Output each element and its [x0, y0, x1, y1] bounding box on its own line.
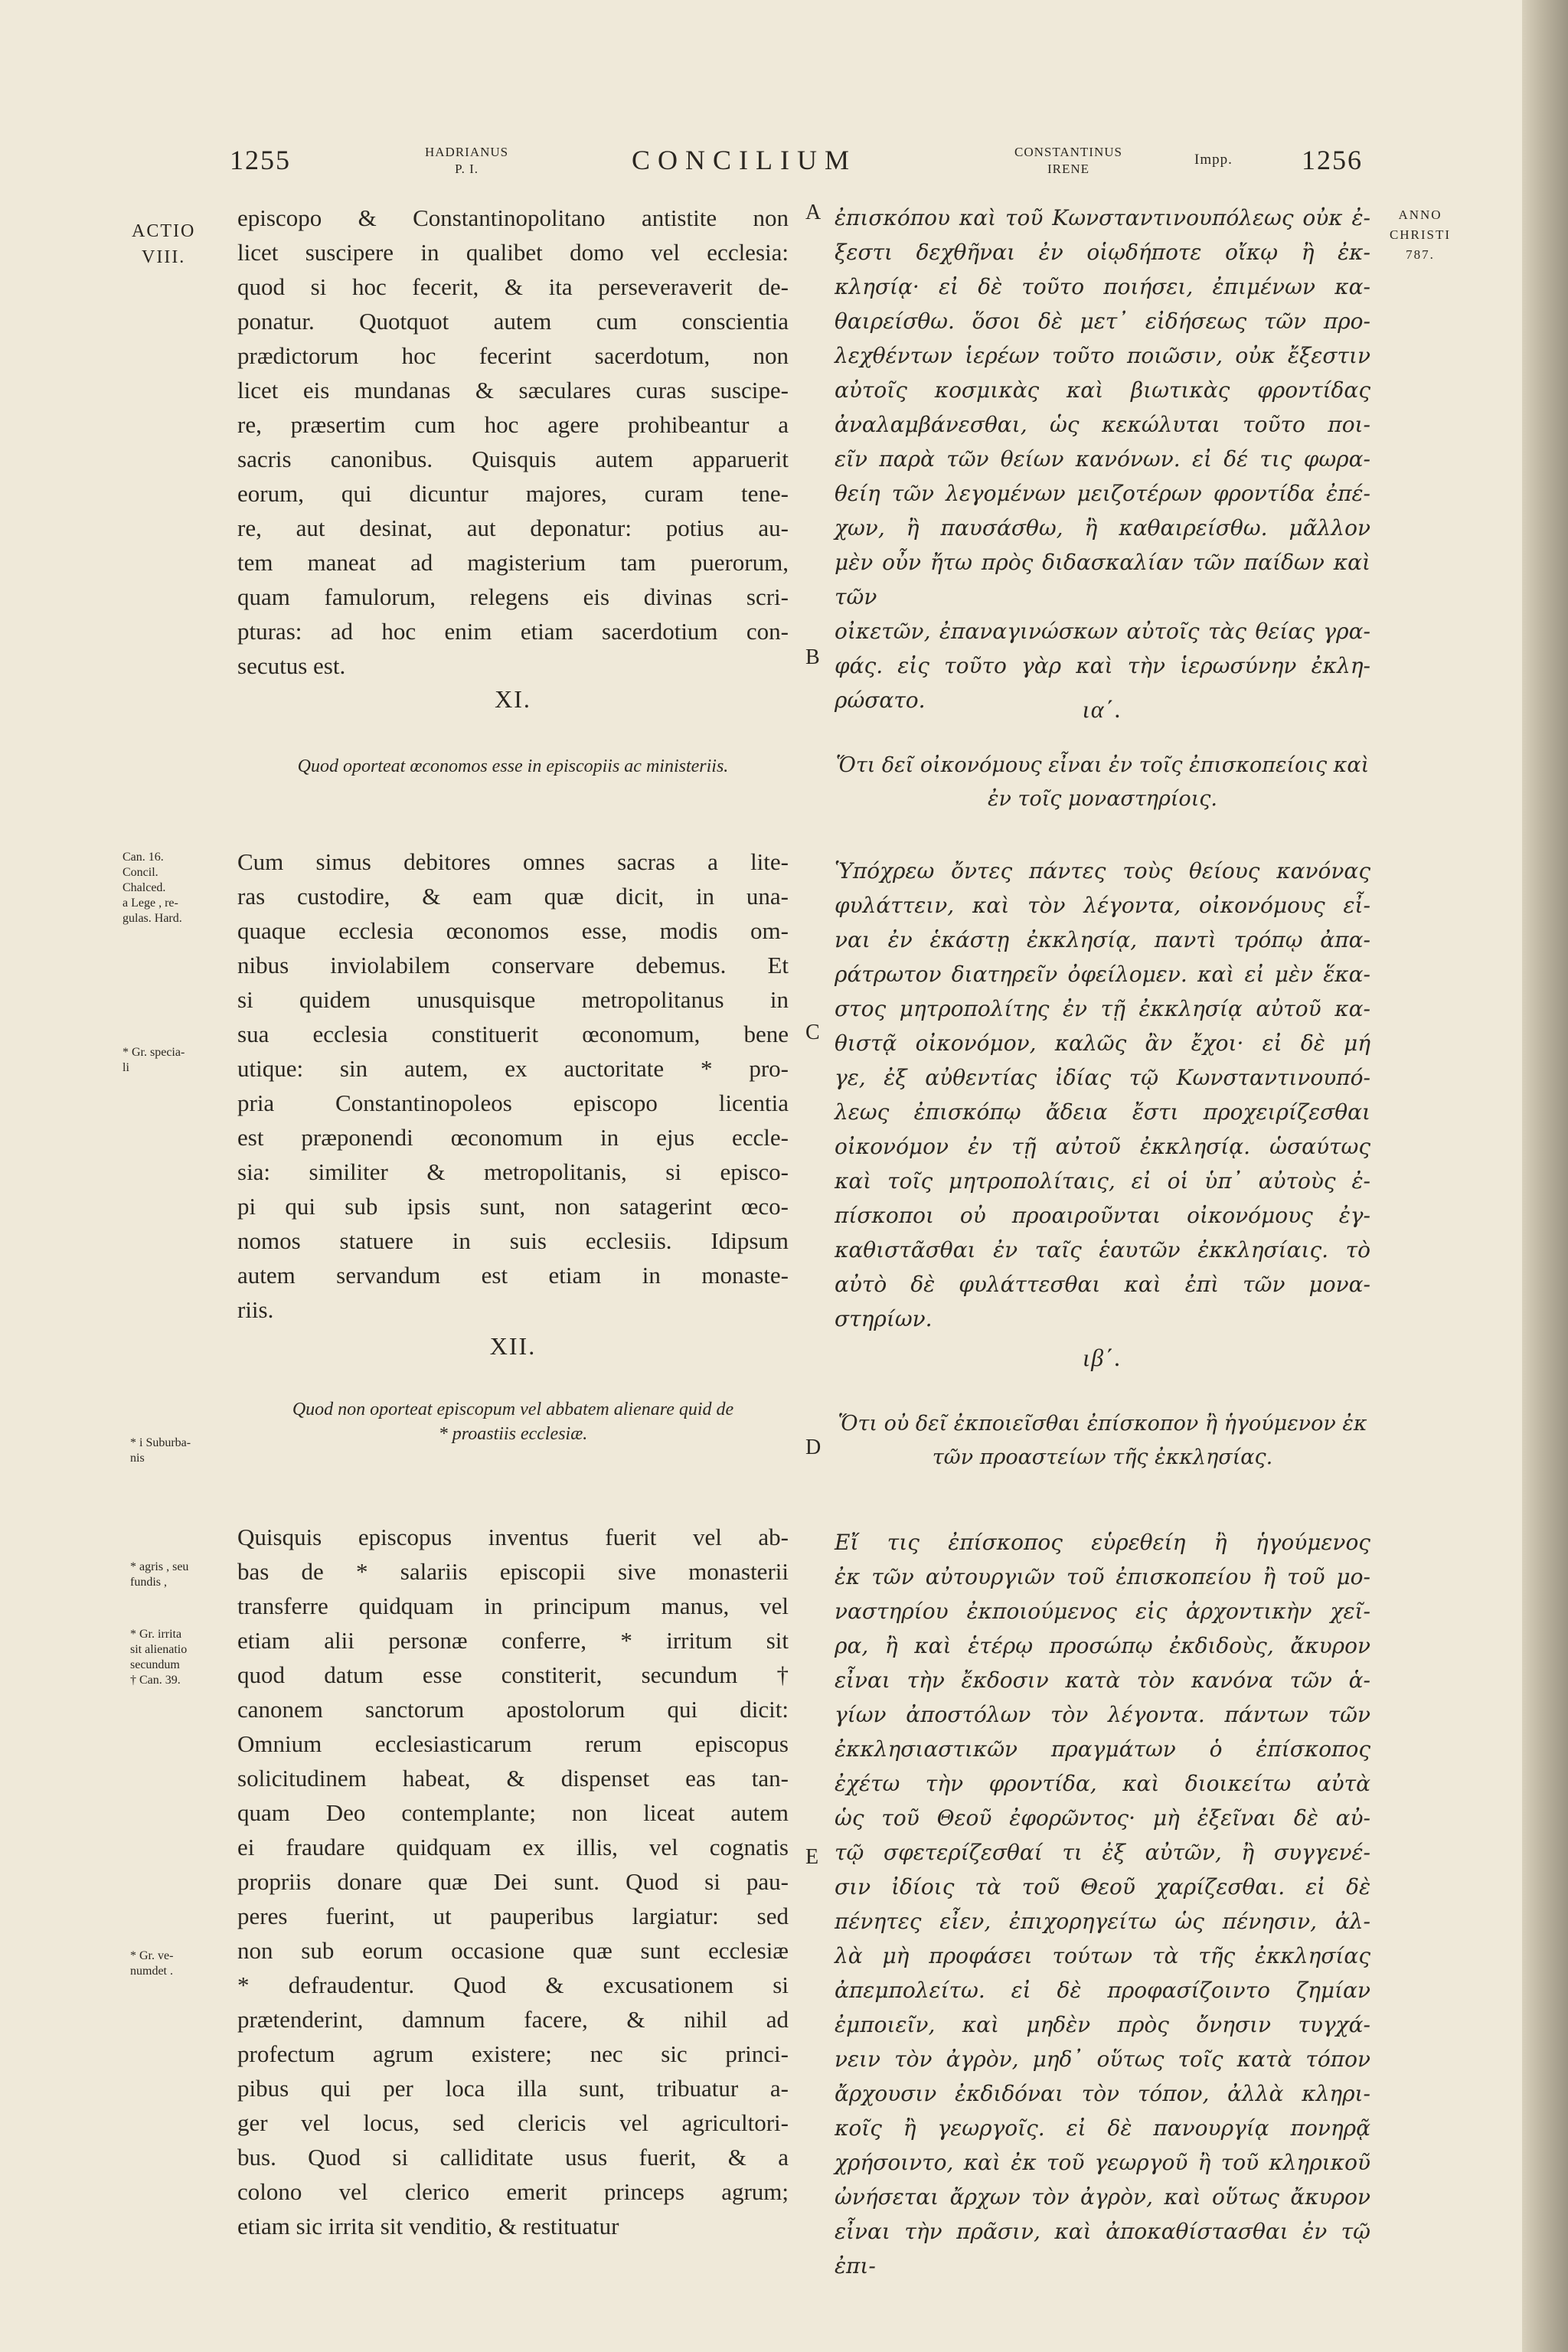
text-line: licet suscipere in qualibet domo vel ecclesia:: [237, 239, 789, 266]
text-line: οἰκονόμον ἐν τῇ αὐτοῦ ἐκκλησίᾳ. ὡσαύτως: [835, 1134, 1370, 1159]
note-line: li: [122, 1061, 129, 1074]
christi-word: CHRISTI: [1389, 227, 1452, 242]
text-line: ὡς τοῦ Θεοῦ ἐφορῶντος· μὴ ἐξεῖναι δὲ αὐ-: [835, 1805, 1370, 1831]
text-line: pria Constantinopoleos episcopo licentia: [237, 1089, 789, 1116]
note-line: nis: [130, 1452, 145, 1465]
text-line: κλησίᾳ· εἰ δὲ τοῦτο ποιήσει, ἐπιμένων κα-: [835, 274, 1370, 299]
text-line: pturas: ad hoc enim etiam sacerdotium con-: [237, 618, 789, 645]
note-line: a Lege , re-: [122, 897, 178, 910]
note-line: Can. 16.: [122, 851, 164, 864]
note-line: * i Suburba-: [130, 1436, 191, 1449]
text-line: ei fraudare quidquam ex illis, vel cognatis: [237, 1834, 789, 1860]
latin-canon-xii-number: XII.: [489, 1332, 537, 1360]
latin-canon-xii-text: [237, 1520, 789, 2243]
text-line: κοῖς ἢ γεωργοῖς. εἰ δὲ πανουργίᾳ πονηρᾷ: [835, 2115, 1370, 2141]
text-line: εἶναι τὴν πρᾶσιν, καὶ ἀποκαθίστασθαι ἐν τῷ: [835, 2219, 1370, 2244]
text-line: ἐκ τῶν αὐτουργιῶν τοῦ ἐπισκοπείου ἢ τοῦ μο-: [835, 1564, 1370, 1589]
greek-intro-text: [835, 201, 1370, 717]
text-line: ἐχέτω τὴν φροντίδα, καὶ διοικείτω αὐτὰ: [835, 1771, 1370, 1796]
right-emperor-heading: [1014, 144, 1122, 178]
text-line: bus. Quod si calliditate usus fuerit, & a: [237, 2144, 789, 2171]
text-line: λεως ἐπισκόπῳ ἄδεια ἔστι προχειρίζεσθαι: [835, 1099, 1370, 1125]
text-line: est præponendi œconomum in ejus eccle-: [237, 1124, 789, 1151]
text-line: ναστηρίου ἐκποιούμενος εἰς ἀρχοντικὴν χεῖ-: [835, 1599, 1370, 1624]
text-line: utique: sin autem, ex auctoritate * pro-: [237, 1055, 789, 1082]
text-line: φάς. εἰς τοῦτο γὰρ καὶ τὴν ἱερωσύνην ἐκλη-: [835, 653, 1370, 678]
text-line: ἐπι-: [835, 2253, 876, 2278]
note-line: Chalced.: [122, 881, 166, 894]
note-suburba: [130, 1436, 191, 1466]
right-page-number: 1256: [1302, 145, 1363, 175]
text-line: colono vel clerico emerit princeps agrum;: [237, 2178, 789, 2205]
note-line: fundis ,: [130, 1576, 167, 1589]
text-line: quaque ecclesia œconomos esse, modis om-: [237, 917, 789, 944]
text-line: ὠνήσεται ἄρχων τὸν ἀγρὸν, καὶ οὕτως ἄκυρον: [835, 2184, 1370, 2210]
note-line: sit alienatio: [130, 1643, 188, 1656]
pope-name: HADRIANUS: [425, 145, 509, 159]
text-line: ρα, ἢ καὶ ἑτέρῳ προσώπῳ ἐκδιδοὺς, ἄκυρον: [835, 1633, 1370, 1658]
latin-canon-xi-number: XI.: [495, 685, 531, 713]
text-line: etiam sic irrita sit venditio, & restituatur: [237, 2213, 619, 2239]
impp-label: Impp.: [1194, 152, 1233, 168]
text-line: licet eis mundanas & sæculares curas suscipe-: [237, 377, 789, 403]
greek-canon-xii-text: [835, 1525, 1370, 2283]
note-agris: [130, 1560, 188, 1590]
text-line: quod si hoc fecerit, & ita perseveraverit de-: [237, 273, 789, 300]
section-letter-e: E: [805, 1845, 819, 1869]
note-line: numdet .: [130, 1965, 173, 1978]
text-line: εἶναι τὴν ἔκδοσιν κατὰ τὸν κανόνα τῶν ἁ-: [835, 1668, 1370, 1693]
text-line: θαιρείσθω. ὅσοι δὲ μετ᾽ εἰδήσεως τῶν προ-: [835, 309, 1370, 334]
text-line: ράτρωτον διατηρεῖν ὀφείλομεν. καὶ εἰ μὲν ἕκα-: [835, 962, 1370, 987]
section-letter-b: B: [805, 645, 820, 669]
text-line: transferre quidquam in principum manus, vel: [237, 1592, 789, 1619]
note-line: gulas. Hard.: [122, 912, 182, 925]
text-line: νειν τὸν ἀγρὸν, μηδ᾽ οὕτως τοῖς κατὰ τόπον: [835, 2047, 1370, 2072]
text-line: Quisquis episcopus inventus fuerit vel ab-: [237, 1524, 789, 1550]
text-line: episcopo & Constantinopolitano antistite non: [237, 204, 789, 231]
text-line: ἐπισκόπου καὶ τοῦ Κωνσταντινουπόλεως οὐκ ἐ-: [835, 205, 1370, 230]
text-line: prædictorum hoc fecerint sacerdotum, non: [237, 342, 789, 369]
text-line: φυλάττειν, καὶ τὸν λέγοντα, οἰκονόμους εἶ-: [835, 893, 1370, 918]
text-line: αὐτὸ δὲ φυλάττεσθαι καὶ ἐπὶ τῶν μονα-: [835, 1272, 1370, 1297]
text-line: nibus inviolabilem conservare debemus. Et: [237, 952, 789, 978]
greek-canon-xi-title: Ὅτι δεῖ οἰκονόμους εἶναι ἐν τοῖς ἐπισκοπείοις καὶ ἐν τοῖς μοναστηρίοις.: [835, 753, 1370, 811]
text-line: secutus est.: [237, 652, 346, 679]
text-line: θιστᾷ οἰκονόμον, καλῶς ἂν ἔχοι· εἰ δὲ μή: [835, 1031, 1370, 1056]
text-line: λεχθέντων ἱερέων τοῦτο ποιῶσιν, οὐκ ἔξεστιν: [835, 343, 1370, 368]
text-line: canonem sanctorum apostolorum qui dicit:: [237, 1696, 789, 1723]
note-line: * Gr. irrita: [130, 1628, 182, 1641]
text-line: sacris canonibus. Quisquis autem apparuerit: [237, 446, 789, 472]
note-line: secundum: [130, 1658, 180, 1671]
text-line: Εἴ τις ἐπίσκοπος εὑρεθείη ἢ ἡγούμενος: [835, 1530, 1370, 1555]
text-line: * defraudentur. Quod & excusationem si: [237, 1971, 789, 1998]
text-line: γίων ἀποστόλων τὸν λέγοντα. πάντων τῶν: [835, 1702, 1370, 1727]
section-letter-d: D: [805, 1436, 822, 1459]
text-line: eorum, qui dicuntur majores, curam tene-: [237, 480, 789, 507]
emperor-name: CONSTANTINUS: [1014, 145, 1122, 159]
text-line: peres fuerint, ut pauperibus largiatur: sed: [237, 1903, 789, 1929]
text-line: πίσκοποι οὐ προαιροῦνται οἰκονόμους ἐγ-: [835, 1203, 1370, 1228]
text-line: ger vel locus, sed clericis vel agricultori-: [237, 2109, 789, 2136]
text-line: Omnium ecclesiasticarum rerum episcopus: [237, 1730, 789, 1757]
text-line: propriis donare quæ Dei sunt. Quod si pau-: [237, 1868, 789, 1895]
actio-label: [132, 218, 195, 270]
actio-word: ACTIO: [132, 221, 196, 241]
text-line: μὲν οὖν ἤτω πρὸς διδασκαλίαν τῶν παίδων καὶ τῶν: [835, 550, 1370, 609]
anno-word: ANNO: [1398, 207, 1442, 222]
text-line: καθιστᾶσθαι ἐν ταῖς ἑαυτῶν ἐκκλησίαις. τὸ: [835, 1237, 1370, 1263]
text-line: χρήσοιντο, καὶ ἐκ τοῦ γεωργοῦ ἢ τοῦ κληρικοῦ: [835, 2150, 1370, 2175]
text-line: οἰκετῶν, ἐπαναγινώσκων αὐτοῖς τὰς θείας γρα-: [835, 619, 1370, 644]
greek-canon-xi-number: ια΄.: [1082, 695, 1123, 723]
text-line: Ὑπόχρεω ὄντες πάντες τοὺς θείους κανόνας: [835, 858, 1370, 884]
latin-canon-xi-title: Quod oporteat œconomos esse in episcopiis ac ministeriis.: [297, 756, 729, 776]
text-line: ponatur. Quotquot autem cum conscientia: [237, 308, 789, 335]
note-line: * agris , seu: [130, 1560, 189, 1573]
note-line: * Gr. ve-: [130, 1949, 174, 1962]
note-venumdet: [130, 1949, 173, 1979]
latin-canon-xii-title: Quod non oporteat episcopum vel abbatem alienare quid de * proastiis ecclesiæ.: [292, 1400, 734, 1444]
section-letter-a: A: [805, 201, 822, 224]
text-line: si quidem unusquisque metropolitanus in: [237, 986, 789, 1013]
text-line: ras custodire, & eam quæ dicit, in una-: [237, 883, 789, 910]
text-line: λὰ μὴ προφάσει τούτων τὰ τῆς ἐκκλησίας: [835, 1943, 1370, 1968]
text-line: pibus qui per loca illa sunt, tribuatur a-: [237, 2075, 789, 2102]
text-line: καὶ τοῖς μητροπολίταις, εἰ οἱ ὑπ᾽ αὐτοὺς ἐ-: [835, 1168, 1370, 1194]
greek-canon-xi-text: [835, 854, 1370, 1336]
text-line: pi qui sub ipsis sunt, non satagerint œco-: [237, 1193, 789, 1220]
text-line: re, præsertim cum hoc agere prohibeantur a: [237, 411, 789, 438]
text-line: tem maneat ad magisterium tam puerorum,: [237, 549, 789, 576]
text-line: re, aut desinat, aut deponatur: potius au-: [237, 514, 789, 541]
text-line: εῖν παρὰ τῶν θείων κανόνων. εἰ δέ τις φωρα-: [835, 446, 1370, 472]
text-line: sia: similiter & metropolitanis, si episco-: [237, 1158, 789, 1185]
running-title: CONCILIUM: [632, 145, 857, 175]
greek-canon-xii-number: ιβ΄.: [1083, 1344, 1122, 1371]
text-line: θείη τῶν λεγομένων μειζοτέρων φροντίδα ἐπέ-: [835, 481, 1370, 506]
text-line: γε, ἐξ αὐθεντίας ἰδίας τῷ Κωνσταντινουπό-: [835, 1065, 1370, 1090]
anno-christi-label: [1382, 205, 1459, 265]
text-line: non sub eorum occasione quæ sunt ecclesiæ: [237, 1937, 789, 1964]
text-line: etiam alii personæ conferre, * irritum sit: [237, 1627, 789, 1654]
text-line: ἐκκλησιαστικῶν πραγμάτων ὁ ἐπίσκοπος: [835, 1736, 1370, 1762]
text-line: ἄρχουσιν ἐκδιδόναι τὸν τόπον, ἀλλὰ κληρι-: [835, 2081, 1370, 2106]
text-line: Cum simus debitores omnes sacras a lite-: [237, 848, 789, 875]
text-line: στος μητροπολίτης ἐν τῇ ἐκκλησίᾳ αὐτοῦ κα-: [835, 996, 1370, 1021]
text-line: τῷ σφετερίζεσθαί τι ἐξ αὐτῶν, ἢ συγγενέ-: [835, 1840, 1370, 1865]
text-line: prætenderint, damnum facere, & nihil ad: [237, 2006, 789, 2033]
text-line: στηρίων.: [835, 1306, 933, 1331]
text-line: solicitudinem habeat, & dispenset eas tan-: [237, 1765, 789, 1792]
page-edge: [1522, 0, 1568, 2352]
actio-number: VIII.: [142, 247, 186, 267]
text-line: profectum agrum existere; nec sic princi-: [237, 2040, 789, 2067]
text-line: quam famulorum, relegens eis divinas scri-: [237, 583, 789, 610]
text-line: ξεστι δεχθῆναι ἐν οἱῳδήποτε οἴκῳ ἢ ἐκ-: [835, 240, 1370, 265]
left-page-number: 1255: [230, 145, 291, 175]
text-line: nomos statuere in suis ecclesiis. Idipsum: [237, 1227, 789, 1254]
note-irrita: [130, 1627, 187, 1688]
text-line: αὐτοῖς κοσμικὰς καὶ βιωτικὰς φροντίδας: [835, 377, 1370, 403]
latin-intro-text: [237, 201, 789, 683]
note-canon-16: [122, 850, 182, 926]
text-line: ἀπεμπολείτω. εἰ δὲ προφασίζοιντο ζημίαν: [835, 1978, 1370, 2003]
text-line: bas de * salariis episcopii sive monasterii: [237, 1558, 789, 1585]
text-line: quam Deo contemplante; non liceat autem: [237, 1799, 789, 1826]
note-line: * Gr. specia-: [122, 1046, 185, 1059]
text-line: ἐμποιεῖν, καὶ μηδὲν πρὸς ὄνησιν τυγχά-: [835, 2012, 1370, 2037]
text-line: χων, ἢ παυσάσθω, ἢ καθαιρείσθω. μᾶλλον: [835, 515, 1370, 541]
text-line: sua ecclesia constituerit œconomum, bene: [237, 1021, 789, 1047]
year: 787.: [1406, 247, 1435, 262]
greek-canon-xii-title: Ὅτι οὐ δεῖ ἐκποιεῖσθαι ἐπίσκοπον ἢ ἡγούμενον ἐκ τῶν προαστείων τῆς ἐκκλησίας.: [838, 1412, 1367, 1469]
empress-name: IRENE: [1047, 162, 1090, 176]
text-line: riis.: [237, 1296, 274, 1323]
latin-canon-xi-text: [237, 844, 789, 1327]
text-line: autem servandum est etiam in monaste-: [237, 1262, 789, 1289]
text-line: ἀναλαμβάνεσθαι, ὡς κεκώλυται τοῦτο ποι-: [835, 412, 1370, 437]
note-line: † Can. 39.: [130, 1674, 181, 1687]
text-line: ναι ἐν ἑκάστῃ ἐκκλησίᾳ, παντὶ τρόπῳ ἀπα-: [835, 927, 1370, 952]
pope-number: P. I.: [455, 162, 479, 176]
note-line: Concil.: [122, 866, 158, 879]
text-line: quod datum esse constiterit, secundum †: [237, 1661, 789, 1688]
text-line: πένητες εἶεν, ἐπιχορηγείτω ὡς πένησιν, ἀλ-: [835, 1909, 1370, 1934]
text-line: σιν ἰδίοις τὰ τοῦ Θεοῦ χαρίζεσθαι. εἰ δὲ: [835, 1874, 1370, 1900]
left-pope-heading: [425, 144, 508, 178]
text-line: ρώσατο.: [835, 688, 926, 713]
note-gr-specia: [122, 1045, 185, 1076]
section-letter-c: C: [805, 1021, 820, 1044]
